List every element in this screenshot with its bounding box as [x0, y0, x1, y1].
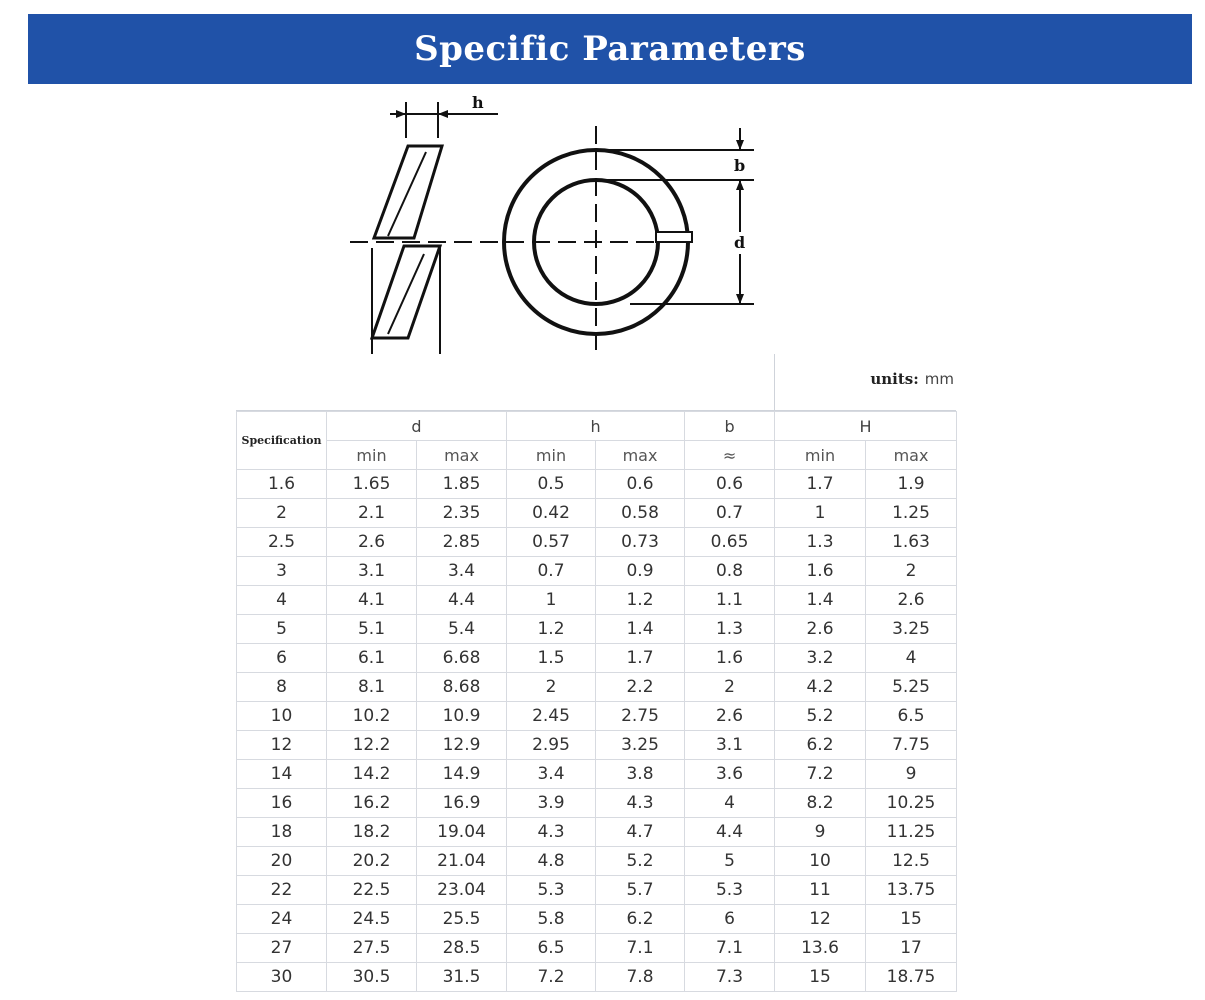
cell-H-min: 13.6	[775, 934, 866, 963]
cell-H-max: 18.75	[866, 963, 957, 992]
cell-b-approx: 0.8	[685, 557, 775, 586]
cell-h-min: 1.5	[507, 644, 596, 673]
d-arrowhead-bottom	[736, 294, 744, 304]
cell-b-approx: 1.1	[685, 586, 775, 615]
cell-h-max: 3.25	[596, 731, 685, 760]
cell-d-max: 3.4	[417, 557, 507, 586]
h-label: h	[472, 93, 484, 112]
cell-spec: 4	[237, 586, 327, 615]
h-max-header: max	[596, 441, 685, 470]
cell-d-max: 12.9	[417, 731, 507, 760]
cell-spec: 5	[237, 615, 327, 644]
page-title: Specific Parameters	[414, 29, 806, 69]
cell-d-min: 14.2	[327, 760, 417, 789]
table-row	[237, 818, 957, 847]
cell-h-min: 2.95	[507, 731, 596, 760]
cell-H-max: 4	[866, 644, 957, 673]
table-row	[237, 673, 957, 702]
cell-b-approx: 3.6	[685, 760, 775, 789]
cell-spec: 8	[237, 673, 327, 702]
table-row	[237, 615, 957, 644]
cell-H-min: 1	[775, 499, 866, 528]
cell-spec: 1.6	[237, 470, 327, 499]
cell-h-max: 1.2	[596, 586, 685, 615]
d-label: d	[734, 233, 746, 252]
cell-h-min: 5.3	[507, 876, 596, 905]
table-row	[237, 760, 957, 789]
cell-b-approx: 2	[685, 673, 775, 702]
units-note	[870, 370, 954, 388]
b-arrowhead-top	[736, 140, 744, 150]
cell-H-min: 8.2	[775, 789, 866, 818]
washer-drawing	[330, 88, 790, 356]
cell-spec: 2	[237, 499, 327, 528]
cell-spec: 10	[237, 702, 327, 731]
cell-H-min: 9	[775, 818, 866, 847]
units-row	[236, 354, 956, 411]
cell-h-max: 1.7	[596, 644, 685, 673]
header-banner	[28, 14, 1192, 84]
cell-d-max: 28.5	[417, 934, 507, 963]
cell-H-max: 2	[866, 557, 957, 586]
cell-d-max: 16.9	[417, 789, 507, 818]
cell-h-max: 7.8	[596, 963, 685, 992]
cell-h-max: 2.2	[596, 673, 685, 702]
units-label: units:	[870, 370, 919, 388]
d-max-header: max	[417, 441, 507, 470]
cell-b-approx: 0.6	[685, 470, 775, 499]
cell-H-max: 13.75	[866, 876, 957, 905]
cell-d-min: 3.1	[327, 557, 417, 586]
cell-b-approx: 1.6	[685, 644, 775, 673]
cell-h-max: 0.6	[596, 470, 685, 499]
cell-h-min: 3.4	[507, 760, 596, 789]
b-approx-header: ≈	[685, 441, 775, 470]
b-label: b	[734, 156, 746, 175]
table-row	[237, 557, 957, 586]
cell-H-max: 7.75	[866, 731, 957, 760]
table-row	[237, 731, 957, 760]
cell-h-min: 0.42	[507, 499, 596, 528]
cell-spec: 27	[237, 934, 327, 963]
h-min-header: min	[507, 441, 596, 470]
cell-H-min: 1.4	[775, 586, 866, 615]
cell-h-min: 1	[507, 586, 596, 615]
group-header-H: H	[775, 412, 957, 441]
cell-d-min: 4.1	[327, 586, 417, 615]
cell-d-max: 2.35	[417, 499, 507, 528]
cell-h-min: 2	[507, 673, 596, 702]
cell-h-max: 4.7	[596, 818, 685, 847]
cell-h-max: 7.1	[596, 934, 685, 963]
cell-d-min: 6.1	[327, 644, 417, 673]
cell-H-min: 3.2	[775, 644, 866, 673]
cell-h-min: 0.7	[507, 557, 596, 586]
cell-spec: 6	[237, 644, 327, 673]
cell-h-min: 0.5	[507, 470, 596, 499]
cell-b-approx: 4.4	[685, 818, 775, 847]
cell-h-max: 4.3	[596, 789, 685, 818]
cell-h-min: 5.8	[507, 905, 596, 934]
cell-h-max: 1.4	[596, 615, 685, 644]
cell-d-min: 2.6	[327, 528, 417, 557]
cell-H-max: 1.63	[866, 528, 957, 557]
cell-H-min: 1.7	[775, 470, 866, 499]
parameters-table-container	[236, 354, 956, 992]
cell-spec: 2.5	[237, 528, 327, 557]
cell-spec: 30	[237, 963, 327, 992]
specification-header: Specification	[237, 412, 327, 470]
cell-d-max: 5.4	[417, 615, 507, 644]
cell-b-approx: 2.6	[685, 702, 775, 731]
cell-d-min: 22.5	[327, 876, 417, 905]
cell-H-min: 1.6	[775, 557, 866, 586]
cell-h-max: 2.75	[596, 702, 685, 731]
cell-d-min: 27.5	[327, 934, 417, 963]
cell-H-max: 6.5	[866, 702, 957, 731]
parameters-table	[236, 411, 957, 992]
cell-d-min: 20.2	[327, 847, 417, 876]
cell-d-max: 14.9	[417, 760, 507, 789]
group-header-h: h	[507, 412, 685, 441]
cell-b-approx: 0.7	[685, 499, 775, 528]
cell-h-min: 3.9	[507, 789, 596, 818]
cell-H-min: 4.2	[775, 673, 866, 702]
cell-H-min: 5.2	[775, 702, 866, 731]
h-arrow-left	[396, 110, 406, 118]
cell-b-approx: 6	[685, 905, 775, 934]
cell-d-min: 18.2	[327, 818, 417, 847]
cell-d-min: 5.1	[327, 615, 417, 644]
cell-d-max: 31.5	[417, 963, 507, 992]
cell-h-max: 0.9	[596, 557, 685, 586]
H-min-header: min	[775, 441, 866, 470]
cell-d-max: 6.68	[417, 644, 507, 673]
cell-h-min: 6.5	[507, 934, 596, 963]
cell-d-min: 12.2	[327, 731, 417, 760]
table-row	[237, 586, 957, 615]
cell-H-min: 1.3	[775, 528, 866, 557]
cell-h-max: 0.73	[596, 528, 685, 557]
table-row	[237, 847, 957, 876]
cell-h-max: 3.8	[596, 760, 685, 789]
cell-h-min: 7.2	[507, 963, 596, 992]
cell-H-max: 11.25	[866, 818, 957, 847]
cell-H-min: 6.2	[775, 731, 866, 760]
cell-d-min: 1.65	[327, 470, 417, 499]
cell-H-max: 9	[866, 760, 957, 789]
table-row	[237, 470, 957, 499]
cell-spec: 22	[237, 876, 327, 905]
cell-d-max: 23.04	[417, 876, 507, 905]
table-row	[237, 528, 957, 557]
sub-header-row	[237, 441, 957, 470]
cell-H-max: 1.9	[866, 470, 957, 499]
table-row	[237, 905, 957, 934]
washer-split-gap	[656, 232, 692, 242]
d-arrowhead-top	[736, 180, 744, 190]
cell-H-max: 17	[866, 934, 957, 963]
cell-b-approx: 1.3	[685, 615, 775, 644]
cell-h-min: 0.57	[507, 528, 596, 557]
cell-spec: 18	[237, 818, 327, 847]
washer-diagram	[330, 88, 790, 356]
cell-spec: 12	[237, 731, 327, 760]
cell-d-min: 8.1	[327, 673, 417, 702]
cell-d-max: 10.9	[417, 702, 507, 731]
cell-h-max: 5.2	[596, 847, 685, 876]
cell-h-max: 5.7	[596, 876, 685, 905]
table-row	[237, 876, 957, 905]
cell-b-approx: 5	[685, 847, 775, 876]
cell-d-max: 1.85	[417, 470, 507, 499]
table-row	[237, 499, 957, 528]
table-row	[237, 702, 957, 731]
cell-H-min: 2.6	[775, 615, 866, 644]
table-row	[237, 789, 957, 818]
cell-H-min: 12	[775, 905, 866, 934]
cell-H-max: 2.6	[866, 586, 957, 615]
cell-d-max: 8.68	[417, 673, 507, 702]
cell-d-min: 24.5	[327, 905, 417, 934]
cell-H-min: 10	[775, 847, 866, 876]
cell-b-approx: 4	[685, 789, 775, 818]
cell-b-approx: 7.1	[685, 934, 775, 963]
table-body	[237, 470, 957, 992]
cell-H-max: 10.25	[866, 789, 957, 818]
cell-h-max: 6.2	[596, 905, 685, 934]
cell-h-max: 0.58	[596, 499, 685, 528]
cell-spec: 3	[237, 557, 327, 586]
cell-b-approx: 5.3	[685, 876, 775, 905]
group-header-row	[237, 412, 957, 441]
cell-H-max: 3.25	[866, 615, 957, 644]
group-header-b: b	[685, 412, 775, 441]
table-row	[237, 644, 957, 673]
cell-d-min: 2.1	[327, 499, 417, 528]
d-min-header: min	[327, 441, 417, 470]
h-arrow-right	[438, 110, 448, 118]
cell-spec: 24	[237, 905, 327, 934]
cell-b-approx: 3.1	[685, 731, 775, 760]
cell-H-min: 11	[775, 876, 866, 905]
cell-h-min: 4.8	[507, 847, 596, 876]
cell-H-max: 1.25	[866, 499, 957, 528]
cell-d-max: 2.85	[417, 528, 507, 557]
cell-d-max: 25.5	[417, 905, 507, 934]
cell-d-min: 16.2	[327, 789, 417, 818]
cell-spec: 20	[237, 847, 327, 876]
cell-H-max: 5.25	[866, 673, 957, 702]
cell-d-min: 10.2	[327, 702, 417, 731]
cell-H-max: 12.5	[866, 847, 957, 876]
cell-H-max: 15	[866, 905, 957, 934]
cell-h-min: 2.45	[507, 702, 596, 731]
cell-d-max: 19.04	[417, 818, 507, 847]
table-row	[237, 934, 957, 963]
cell-H-min: 7.2	[775, 760, 866, 789]
cell-H-min: 15	[775, 963, 866, 992]
group-header-d: d	[327, 412, 507, 441]
cell-spec: 16	[237, 789, 327, 818]
table-row	[237, 963, 957, 992]
cell-b-approx: 7.3	[685, 963, 775, 992]
cell-spec: 14	[237, 760, 327, 789]
units-separator	[774, 354, 775, 410]
cell-d-min: 30.5	[327, 963, 417, 992]
cell-b-approx: 0.65	[685, 528, 775, 557]
cell-h-min: 1.2	[507, 615, 596, 644]
cell-h-min: 4.3	[507, 818, 596, 847]
cell-d-max: 21.04	[417, 847, 507, 876]
cell-d-max: 4.4	[417, 586, 507, 615]
H-max-header: max	[866, 441, 957, 470]
units-value: mm	[924, 370, 954, 388]
